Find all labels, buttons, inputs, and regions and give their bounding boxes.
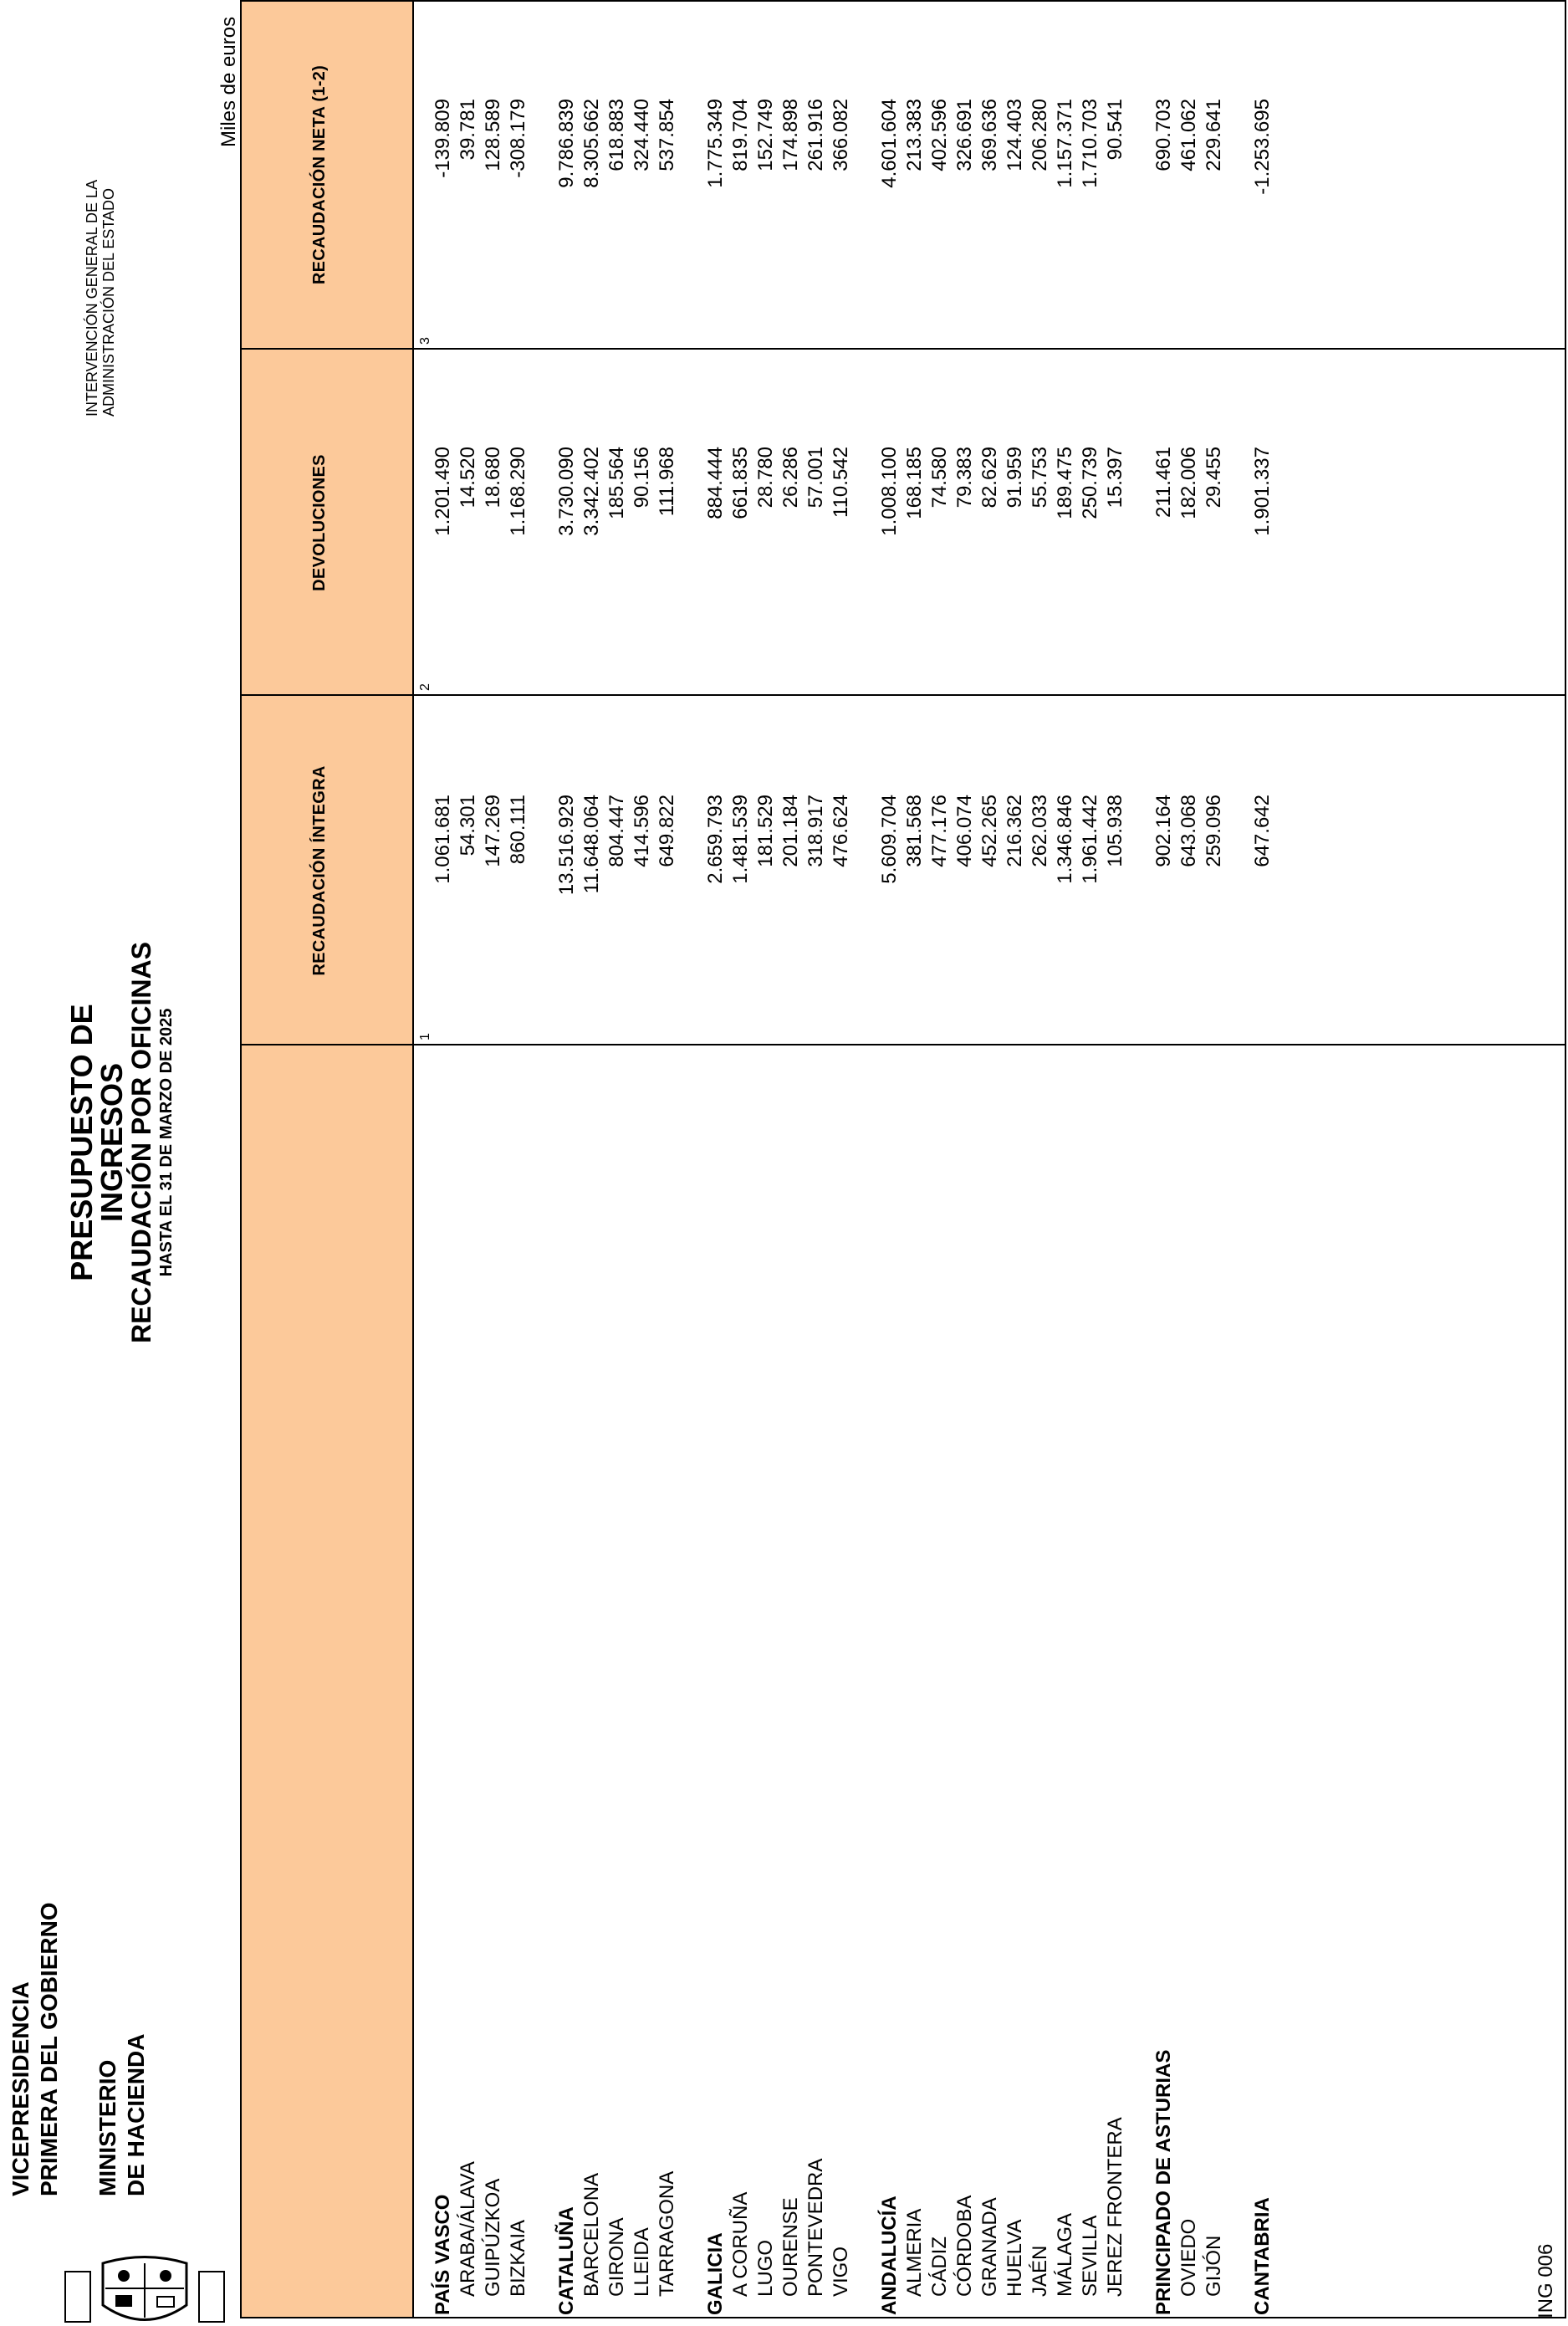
- cell-integra: 649.822: [656, 795, 678, 867]
- table-row: [1028, 7, 1053, 2315]
- cell-neta: 1.157.371: [1054, 99, 1076, 188]
- cell-neta: 690.703: [1152, 99, 1175, 171]
- cell-integra: 13.516.929: [555, 795, 578, 896]
- office-name: MÁLAGA: [1054, 2212, 1076, 2297]
- table-row: [1250, 7, 1275, 2315]
- region-name: CANTABRIA: [1251, 2197, 1274, 2315]
- office-name: VIGO: [830, 2246, 852, 2297]
- cell-devoluciones: 884.444: [704, 447, 727, 519]
- cell-integra: 1.961.442: [1079, 795, 1101, 884]
- units-label: Miles de euros: [217, 16, 240, 147]
- cell-integra: 643.068: [1177, 795, 1200, 867]
- agency-name: [84, 180, 117, 417]
- table-row: [1152, 7, 1177, 2315]
- cell-devoluciones: 1.901.337: [1251, 447, 1274, 536]
- cell-neta: 1.775.349: [704, 99, 727, 188]
- office-name: BARCELONA: [580, 2172, 603, 2297]
- cell-integra: 259.096: [1203, 795, 1225, 867]
- office-name: A CORUÑA: [729, 2191, 752, 2297]
- cell-neta: 174.898: [779, 99, 802, 171]
- coat-of-arms-icon: [7, 2234, 182, 2305]
- cell-integra: 105.938: [1104, 795, 1126, 867]
- cell-neta: -1.253.695: [1251, 99, 1274, 195]
- column-number-3: 3: [418, 337, 432, 345]
- cell-integra: 1.481.539: [729, 795, 752, 884]
- office-name: JEREZ FRONTERA: [1104, 2117, 1126, 2297]
- cell-devoluciones: 15.397: [1104, 447, 1126, 509]
- cell-devoluciones: 79.383: [953, 447, 976, 509]
- ministry-block: [7, 1902, 64, 2196]
- cell-integra: 477.176: [928, 795, 951, 867]
- column-header-devoluciones: DEVOLUCIONES: [310, 454, 329, 591]
- table-row: [829, 7, 854, 2315]
- office-name: HUELVA: [1004, 2219, 1026, 2297]
- cell-devoluciones: 3.342.402: [580, 447, 603, 536]
- cell-integra: 201.184: [779, 795, 802, 867]
- office-name: CÓRDOBA: [953, 2195, 976, 2297]
- cell-integra: 860.111: [507, 795, 529, 865]
- page-subtitle: RECAUDACIÓN POR OFICINAS: [126, 942, 156, 1344]
- cell-neta: 366.082: [830, 99, 852, 171]
- agency-line-2: ADMINISTRACIÓN DEL ESTADO: [100, 187, 117, 417]
- cell-integra: 647.642: [1251, 795, 1274, 867]
- table-row: [953, 7, 978, 2315]
- ministry-line-2: PRIMERA DEL GOBIERNO: [36, 1902, 62, 2196]
- cell-devoluciones: 1.008.100: [878, 447, 901, 536]
- department-block: [94, 2034, 151, 2196]
- office-name: ARABA/ÁLAVA: [457, 2161, 479, 2297]
- cell-integra: 414.596: [631, 795, 653, 867]
- department-line-2: DE HACIENDA: [123, 2033, 149, 2196]
- cell-devoluciones: 661.835: [729, 447, 752, 519]
- cell-neta: 206.280: [1029, 99, 1051, 171]
- cell-neta: 152.749: [754, 99, 777, 171]
- cell-neta: 9.786.839: [555, 99, 578, 188]
- cell-neta: 461.062: [1177, 99, 1200, 171]
- cell-devoluciones: 1.201.490: [432, 447, 454, 536]
- cell-neta: 369.636: [978, 99, 1001, 171]
- table-row: [431, 7, 456, 2315]
- cell-integra: 2.659.793: [704, 795, 727, 884]
- table-row: [927, 7, 953, 2315]
- table-row: [1202, 7, 1227, 2315]
- cell-neta: 1.710.703: [1079, 99, 1101, 188]
- cell-devoluciones: 185.564: [605, 447, 628, 519]
- table-row: [1053, 7, 1078, 2315]
- table-row: [1103, 7, 1128, 2315]
- table-row: [655, 7, 680, 2315]
- cell-integra: 262.033: [1029, 795, 1051, 867]
- cell-integra: 1.346.846: [1054, 795, 1076, 884]
- table-row: [554, 7, 580, 2315]
- column-header-integra: RECAUDACIÓN ÍNTEGRA: [310, 765, 329, 976]
- region-name: PRINCIPADO DE ASTURIAS: [1152, 2049, 1175, 2315]
- cell-integra: 476.624: [830, 795, 852, 867]
- cell-devoluciones: 168.185: [903, 447, 926, 519]
- cell-devoluciones: 189.475: [1054, 447, 1076, 519]
- table-row: [703, 7, 728, 2315]
- table-row: [804, 7, 829, 2315]
- cell-neta: -139.809: [432, 99, 454, 178]
- cell-neta: 819.704: [729, 99, 752, 171]
- cell-integra: 147.269: [482, 795, 504, 867]
- office-name: JAÉN: [1029, 2245, 1051, 2297]
- table-row: [978, 7, 1003, 2315]
- cell-integra: 5.609.704: [878, 795, 901, 884]
- cell-devoluciones: 91.959: [1004, 447, 1026, 509]
- cell-integra: 381.568: [903, 795, 926, 867]
- table-row: [506, 7, 531, 2315]
- cell-neta: 124.403: [1004, 99, 1026, 171]
- cell-devoluciones: 18.680: [482, 447, 504, 509]
- table-row: [753, 7, 779, 2315]
- cell-integra: 452.265: [978, 795, 1001, 867]
- cell-neta: 324.440: [631, 99, 653, 171]
- cell-devoluciones: 74.580: [928, 447, 951, 509]
- office-name: GIRONA: [605, 2217, 628, 2297]
- cell-devoluciones: 211.461: [1152, 447, 1175, 518]
- cell-neta: 229.641: [1203, 99, 1225, 171]
- cell-devoluciones: 28.780: [754, 447, 777, 509]
- column-header-neta: RECAUDACIÓN NETA (1-2): [310, 64, 329, 285]
- cell-integra: 406.074: [953, 795, 976, 867]
- cell-neta: 618.883: [605, 99, 628, 171]
- region-name: ANDALUCÍA: [878, 2196, 901, 2315]
- table-row: [580, 7, 605, 2315]
- office-name: TARRAGONA: [656, 2170, 678, 2297]
- cell-integra: 1.061.681: [432, 795, 454, 884]
- cell-neta: 261.916: [804, 99, 827, 171]
- agency-line-1: INTERVENCIÓN GENERAL DE LA: [84, 179, 100, 417]
- title-block: [64, 925, 177, 1360]
- region-name: CATALUÑA: [555, 2206, 578, 2315]
- table-row: [456, 7, 481, 2315]
- table-row: [728, 7, 753, 2315]
- department-line-1: MINISTERIO: [94, 2059, 120, 2196]
- cell-neta: 402.596: [928, 99, 951, 171]
- table-row: [1003, 7, 1028, 2315]
- page-date: HASTA EL 31 DE MARZO DE 2025: [157, 1008, 176, 1277]
- table-row: [605, 7, 630, 2315]
- cell-devoluciones: 3.730.090: [555, 447, 578, 536]
- cell-devoluciones: 182.006: [1177, 447, 1200, 519]
- table-row: [779, 7, 804, 2315]
- office-name: PONTEVEDRA: [804, 2158, 827, 2297]
- region-name: GALICIA: [704, 2232, 727, 2315]
- cell-devoluciones: 111.968: [656, 447, 678, 517]
- cell-integra: 902.164: [1152, 795, 1175, 867]
- table-row: [630, 7, 655, 2315]
- cell-neta: 8.305.662: [580, 99, 603, 188]
- ministry-line-1: VICEPRESIDENCIA: [8, 1981, 33, 2196]
- cell-integra: 804.447: [605, 795, 628, 867]
- cell-devoluciones: 14.520: [457, 447, 479, 509]
- table-row: [902, 7, 927, 2315]
- cell-integra: 54.301: [457, 795, 479, 856]
- cell-integra: 11.648.064: [580, 795, 603, 894]
- cell-devoluciones: 110.542: [830, 447, 852, 518]
- office-name: GUIPÚZKOA: [482, 2178, 504, 2297]
- cell-neta: 326.691: [953, 99, 976, 171]
- cell-neta: 213.383: [903, 99, 926, 171]
- table-row: [1177, 7, 1202, 2315]
- cell-devoluciones: 250.739: [1079, 447, 1101, 519]
- cell-neta: 4.601.604: [878, 99, 901, 188]
- cell-devoluciones: 82.629: [978, 447, 1001, 509]
- office-name: LUGO: [754, 2239, 777, 2297]
- cell-integra: 216.362: [1004, 795, 1026, 867]
- office-name: CÁDIZ: [928, 2237, 951, 2297]
- column-number-1: 1: [418, 1033, 432, 1040]
- office-name: GIJÓN: [1203, 2235, 1225, 2297]
- office-name: LLEIDA: [631, 2227, 653, 2297]
- cell-neta: 90.541: [1104, 99, 1126, 161]
- office-name: BIZKAIA: [507, 2219, 529, 2297]
- cell-devoluciones: 26.286: [779, 447, 802, 509]
- table-row: [1078, 7, 1103, 2315]
- cell-integra: 318.917: [804, 795, 827, 867]
- office-name: GRANADA: [978, 2197, 1001, 2297]
- office-name: SEVILLA: [1079, 2215, 1101, 2297]
- office-name: ALMERIA: [903, 2208, 926, 2297]
- cell-devoluciones: 57.001: [804, 447, 827, 509]
- cell-devoluciones: 29.455: [1203, 447, 1225, 509]
- cell-neta: 128.589: [482, 99, 504, 171]
- region-name: PAÍS VASCO: [432, 2194, 454, 2315]
- table-row: [481, 7, 506, 2315]
- table-row: [877, 7, 902, 2315]
- office-name: OURENSE: [779, 2197, 802, 2297]
- cell-neta: 39.781: [457, 99, 479, 161]
- office-name: OVIEDO: [1177, 2218, 1200, 2297]
- cell-devoluciones: 55.753: [1029, 447, 1051, 509]
- cell-integra: 181.529: [754, 795, 777, 867]
- cell-devoluciones: 1.168.290: [507, 447, 529, 536]
- cell-devoluciones: 90.156: [631, 447, 653, 509]
- document-code: ING 006: [1535, 2243, 1557, 2318]
- column-number-2: 2: [418, 683, 432, 691]
- cell-neta: 537.854: [656, 99, 678, 171]
- page-title: PRESUPUESTO DE INGRESOS: [64, 1004, 129, 1281]
- cell-neta: -308.179: [507, 99, 529, 178]
